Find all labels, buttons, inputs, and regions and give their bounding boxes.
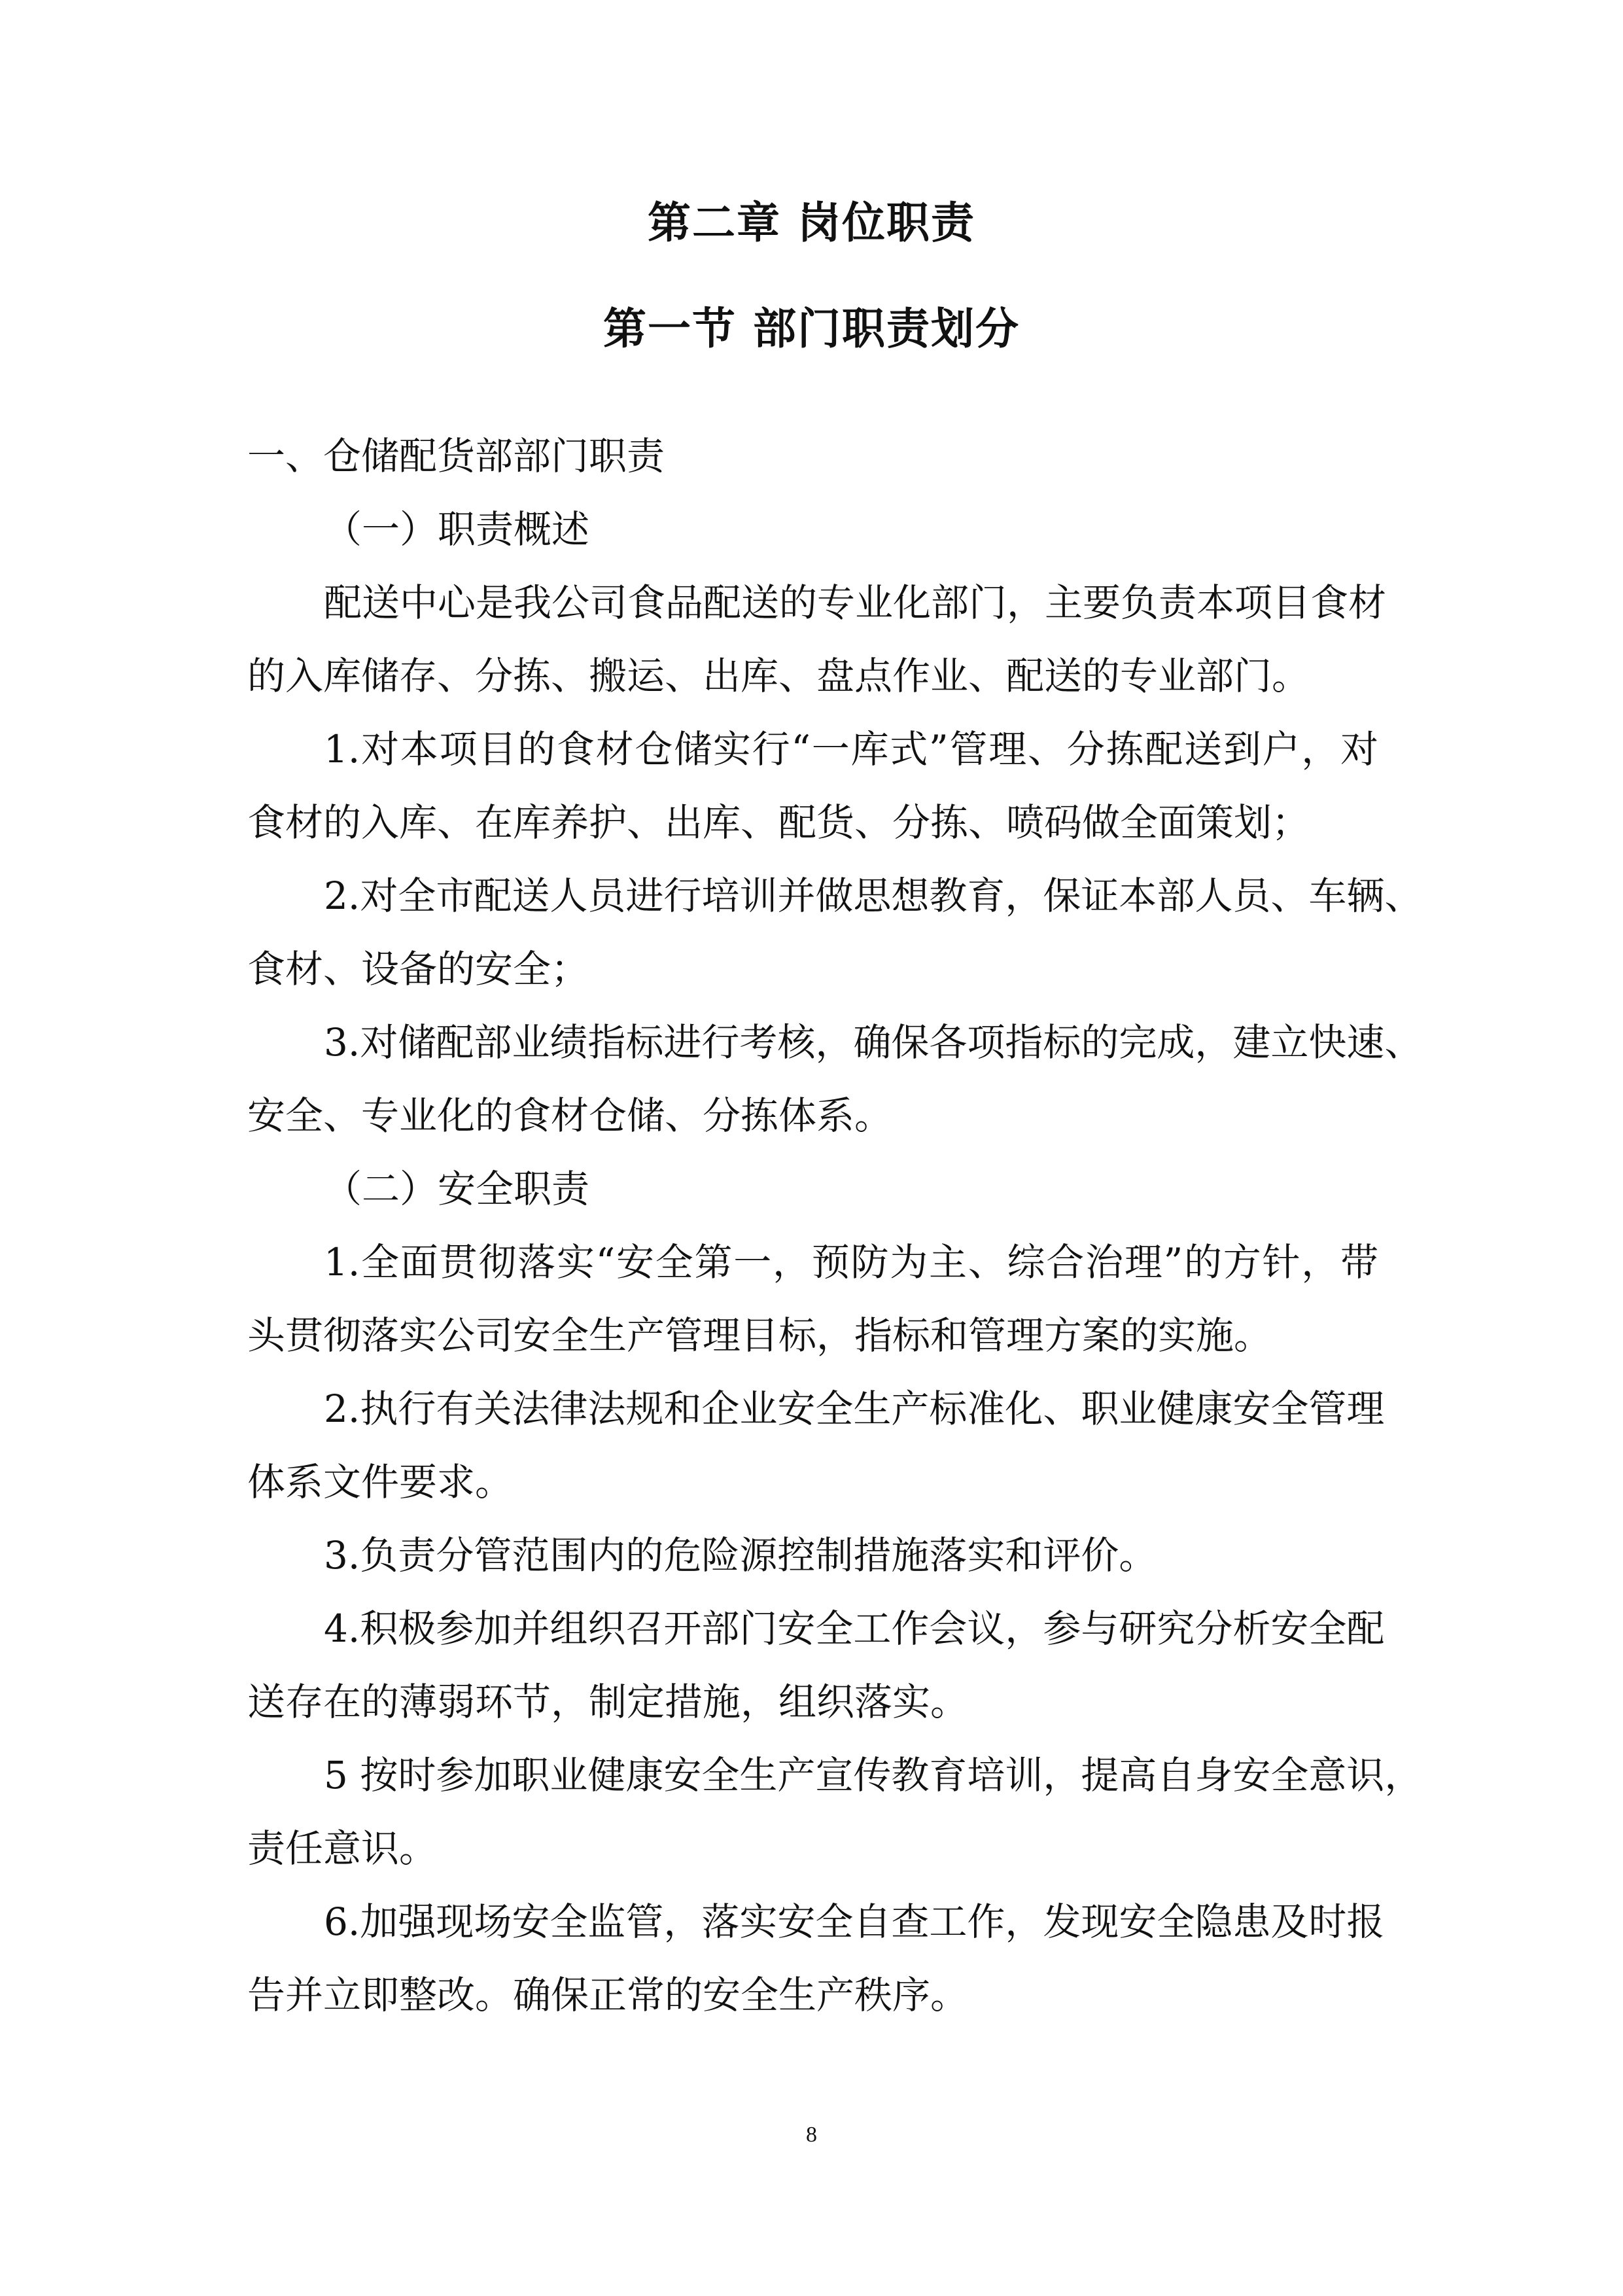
paragraph-line: 2.执行有关法律法规和企业安全生产标准化、职业健康安全管理 bbox=[324, 1386, 1385, 1431]
paragraph-line: 3.对储配部业绩指标进行考核，确保各项指标的完成，建立快速、 bbox=[324, 1020, 1423, 1065]
department-heading: 一、仓储配货部部门职责 bbox=[247, 434, 665, 478]
subheading-safety: （二）安全职责 bbox=[324, 1167, 590, 1211]
paragraph-line: 送存在的薄弱环节，制定措施，组织落实。 bbox=[247, 1680, 969, 1724]
paragraph-line: 配送中心是我公司食品配送的专业化部门，主要负责本项目食材 bbox=[324, 580, 1387, 625]
paragraph-line: 2.对全市配送人员进行培训并做思想教育，保证本部人员、车辆、 bbox=[324, 874, 1423, 918]
section-title: 第一节 部门职责划分 bbox=[603, 304, 1020, 354]
paragraph-line: 5 按时参加职业健康安全生产宣传教育培训，提高自身安全意识， bbox=[324, 1753, 1423, 1797]
chapter-title: 第二章 岗位职责 bbox=[648, 198, 975, 248]
paragraph-line: 头贯彻落实公司安全生产管理目标，指标和管理方案的实施。 bbox=[247, 1313, 1272, 1358]
paragraph-line: 1.对本项目的食材仓储实行“一库式”管理、分拣配送到户，对 bbox=[324, 727, 1378, 771]
paragraph-line: 6.加强现场安全监管，落实安全自查工作，发现安全隐患及时报 bbox=[324, 1899, 1385, 1944]
paragraph-line: 的入库储存、分拣、搬运、出库、盘点作业、配送的专业部门。 bbox=[247, 654, 1310, 698]
paragraph-line: 安全、专业化的食材仓储、分拣体系。 bbox=[247, 1093, 893, 1138]
paragraph-line: 责任意识。 bbox=[247, 1826, 438, 1871]
paragraph-line: 告并立即整改。确保正常的安全生产秩序。 bbox=[247, 1973, 969, 2017]
paragraph-line: 食材、设备的安全； bbox=[247, 947, 589, 991]
paragraph-line: 4.积极参加并组织召开部门安全工作会议，参与研究分析安全配 bbox=[324, 1606, 1385, 1651]
paragraph-line: 1.全面贯彻落实“安全第一，预防为主、综合治理”的方针，带 bbox=[324, 1240, 1378, 1284]
paragraph-line: 体系文件要求。 bbox=[247, 1460, 514, 1504]
paragraph-line: 食材的入库、在库养护、出库、配货、分拣、喷码做全面策划； bbox=[247, 800, 1310, 845]
page-number: 8 bbox=[806, 2123, 817, 2147]
subheading-overview: （一）职责概述 bbox=[324, 507, 590, 552]
paragraph-line: 3.负责分管范围内的危险源控制措施落实和评价。 bbox=[324, 1533, 1157, 1578]
